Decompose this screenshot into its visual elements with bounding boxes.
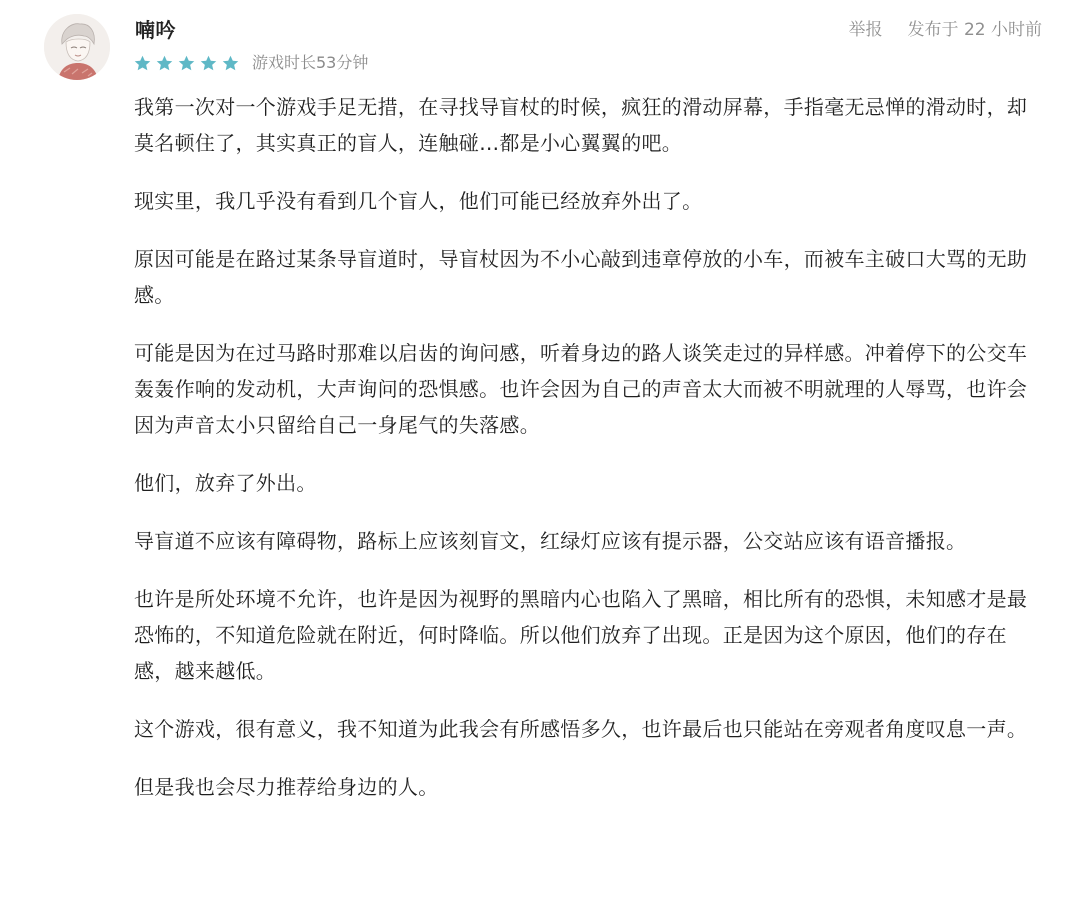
star-rating: [133, 54, 240, 73]
review-body: [134, 89, 1046, 827]
rating-row: [133, 50, 368, 76]
review-paragraph: 可能是因为在过马路时那难以启齿的询问感，听着身边的路人谈笑走过的异样感。冲着停下的公交车轰轰作响的发动机，大声询问的恐惧感。也许会因为自己的声音太大而被不明就理的人辱骂，也许会因为声音太小只留给自己一身尾气的失落感。: [134, 341, 1028, 437]
review-paragraph: 这个游戏，很有意义，我不知道为此我会有所感悟多久，也许最后也只能站在旁观者角度叹息一声。: [134, 717, 1028, 741]
review-paragraph: 原因可能是在路过某条导盲道时，导盲杖因为不小心敲到违章停放的小车，而被车主破口大骂的无助感。: [134, 247, 1028, 307]
star-icon: [133, 54, 152, 73]
star-icon: [199, 54, 218, 73]
star-icon: [155, 54, 174, 73]
review-paragraph: 导盲道不应该有障碍物，路标上应该刻盲文，红绿灯应该有提示器，公交站应该有语音播报。: [134, 529, 967, 553]
review-paragraph: 我第一次对一个游戏手足无措，在寻找导盲杖的时候，疯狂的滑动屏幕，手指毫无忌惮的滑动时，却莫名顿住了，其实真正的盲人，连触碰…都是小心翼翼的吧。: [134, 95, 1028, 155]
review-paragraph: 他们，放弃了外出。: [134, 471, 317, 495]
review-paragraph: 也许是所处环境不允许，也许是因为视野的黑暗内心也陷入了黑暗，相比所有的恐惧，未知感才是最恐怖的，不知道危险就在附近，何时降临。所以他们放弃了出现。正是因为这个原因，他们的存在感，越来越低。: [134, 587, 1028, 683]
star-icon: [177, 54, 196, 73]
post-timestamp: 发布于 22 小时前: [907, 20, 1042, 40]
star-icon: [221, 54, 240, 73]
user-avatar[interactable]: [44, 14, 110, 80]
username[interactable]: 喃吟: [135, 18, 176, 42]
review-paragraph: 现实里，我几乎没有看到几个盲人，他们可能已经放弃外出了。: [134, 189, 703, 213]
avatar-illustration-icon: [44, 14, 110, 80]
review-paragraph: 但是我也会尽力推荐给身边的人。: [134, 775, 439, 799]
playtime-label: 游戏时长53分钟: [252, 53, 369, 72]
review-actions: [849, 16, 1042, 44]
report-button[interactable]: 举报: [848, 20, 883, 40]
